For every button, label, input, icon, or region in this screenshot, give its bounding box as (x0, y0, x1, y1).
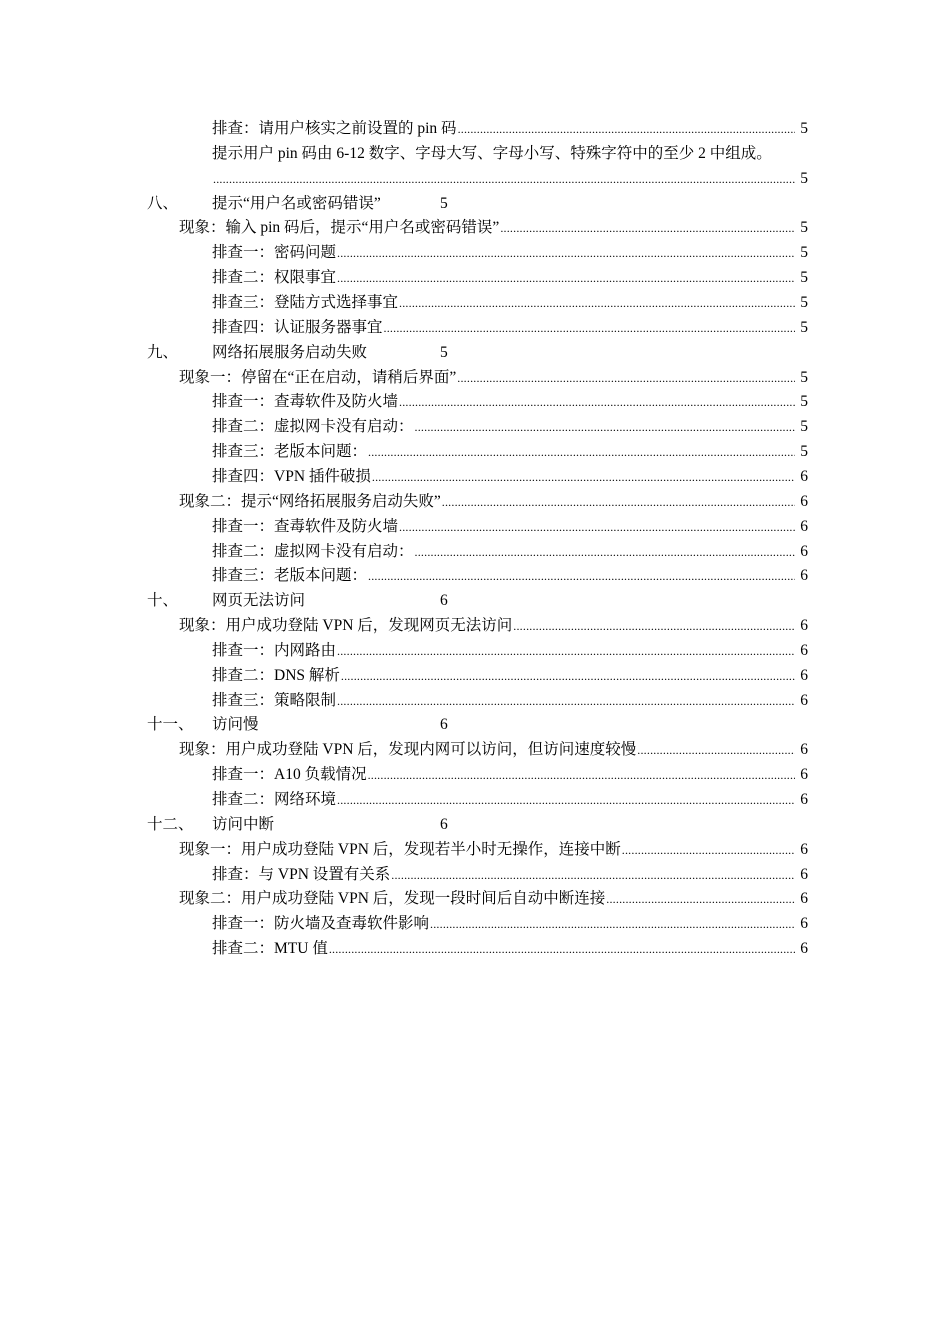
toc-subsection-entry[interactable] (212, 268, 808, 288)
dot-leader (337, 691, 795, 711)
toc-subsection-entry[interactable] (212, 542, 808, 562)
page-number: 5 (800, 120, 808, 137)
chapter-title: 访问中断 (212, 815, 275, 833)
toc-chapter-entry[interactable] (147, 343, 447, 363)
toc-subsection-entry[interactable] (212, 641, 808, 661)
page-number: 5 (800, 393, 808, 411)
dot-leader (337, 268, 795, 288)
entry-title: 排查一：防火墙及查毒软件影响 (212, 915, 430, 933)
entry-title: 现象二：提示“网络拓展服务启动失败” (179, 492, 441, 510)
dot-leader (329, 939, 795, 959)
page-number: 6 (800, 915, 808, 933)
chapter-title: 访问慢 (212, 716, 259, 734)
toc-subsection-entry[interactable] (212, 119, 808, 139)
dot-leader (368, 442, 795, 462)
note-text: 提示用户 pin 码由 6-12 数字、字母大写、字母小写、特殊字符中的至少 2 中组成。 (212, 144, 772, 162)
entry-title: 排查一：查毒软件及防火墙 (212, 517, 399, 535)
toc-section-entry[interactable] (179, 840, 808, 860)
dot-leader (391, 865, 795, 885)
dot-leader (399, 293, 795, 313)
dot-leader (341, 666, 795, 686)
dot-leader (399, 392, 795, 412)
toc-subsection-entry[interactable] (212, 392, 808, 412)
page-number: 6 (800, 567, 808, 585)
page-number: 6 (440, 815, 448, 833)
page-number: 5 (440, 343, 448, 361)
toc-subsection-entry[interactable] (212, 790, 808, 810)
dot-leader (415, 417, 795, 437)
chapter-title: 提示“用户名或密码错误” (212, 194, 381, 212)
toc-subsection-entry[interactable] (212, 243, 808, 263)
chapter-title: 网络拓展服务启动失败 (212, 343, 368, 361)
page-number: 5 (800, 368, 808, 386)
page-number: 5 (800, 443, 808, 461)
dot-leader (500, 218, 795, 238)
chapter-number: 十一、 (147, 716, 194, 734)
toc-section-entry[interactable] (179, 368, 808, 388)
dot-leader (399, 517, 795, 537)
toc-chapter-entry[interactable] (147, 715, 447, 735)
dot-leader (368, 566, 795, 586)
chapter-number: 八、 (147, 194, 179, 212)
page-number: 5 (440, 194, 448, 212)
chapter-title: 网页无法访问 (212, 592, 306, 610)
toc-subsection-entry[interactable] (212, 517, 808, 537)
entry-title: 排查一：A10 负载情况 (212, 766, 367, 784)
toc-subsection-entry[interactable] (212, 417, 808, 437)
dot-leader (415, 542, 795, 562)
entry-title: 排查二：DNS 解析 (212, 666, 340, 684)
toc-subsection-entry[interactable] (212, 865, 808, 885)
entry-title: 现象：用户成功登陆 VPN 后，发现网页无法访问 (179, 617, 513, 634)
entry-title: 现象一：停留在“正在启动，请稍后界面” (179, 368, 457, 386)
dot-leader (384, 318, 795, 338)
dot-leader (622, 840, 795, 860)
page-number: 6 (800, 666, 808, 684)
entry-title: 排查三：策略限制 (212, 691, 337, 709)
page-number: 6 (440, 716, 448, 734)
page-number: 6 (800, 641, 808, 659)
chapter-number: 十、 (147, 592, 179, 610)
entry-title: 排查：请用户核实之前设置的 pin 码 (212, 120, 457, 137)
entry-title: 排查三：老版本问题： (212, 567, 368, 585)
toc-section-entry[interactable] (179, 616, 808, 636)
page-number: 6 (800, 517, 808, 535)
toc-subsection-entry[interactable] (212, 318, 808, 338)
entry-title: 现象：用户成功登陆 VPN 后，发现内网可以访问，但访问速度较慢 (179, 741, 637, 759)
dot-leader (442, 492, 795, 512)
entry-title: 排查二：虚拟网卡没有启动： (212, 542, 414, 560)
page-number: 6 (800, 542, 808, 560)
entry-title: 排查二：网络环境 (212, 791, 337, 808)
page-number: 6 (440, 592, 448, 610)
page-number: 6 (800, 492, 808, 510)
chapter-number: 九、 (147, 343, 179, 361)
toc-section-entry[interactable] (179, 492, 808, 512)
dot-leader (213, 169, 795, 189)
dot-leader (337, 790, 795, 810)
page-number: 6 (800, 940, 808, 958)
toc-subsection-entry[interactable] (212, 691, 808, 711)
toc-subsection-entry[interactable] (212, 442, 808, 462)
toc-subsection-entry[interactable] (212, 293, 808, 313)
toc-chapter-entry[interactable] (147, 591, 447, 611)
dot-leader (457, 368, 795, 388)
toc-subsection-entry[interactable] (212, 566, 808, 586)
page-number: 5 (800, 169, 808, 187)
toc-chapter-entry[interactable] (147, 815, 447, 835)
page-number: 6 (800, 840, 808, 858)
toc-subsection-entry[interactable] (212, 666, 808, 686)
entry-title: 排查：与 VPN 设置有关系 (212, 865, 391, 883)
page-number: 5 (800, 294, 808, 311)
toc-chapter-entry[interactable] (147, 194, 447, 214)
page-number: 6 (800, 617, 808, 634)
toc-subsection-entry[interactable] (212, 939, 808, 959)
dot-leader (337, 243, 795, 263)
toc-section-entry[interactable] (179, 740, 808, 760)
entry-title: 排查一：密码问题 (212, 244, 337, 262)
page-number: 5 (800, 244, 808, 262)
page-number: 5 (800, 269, 808, 287)
toc-subsection-entry[interactable] (212, 914, 808, 934)
toc-subsection-entry[interactable] (212, 169, 808, 189)
page-number: 5 (800, 318, 808, 336)
toc-section-entry[interactable] (179, 889, 808, 909)
entry-title: 现象一：用户成功登陆 VPN 后，发现若半小时无操作，连接中断 (179, 840, 621, 858)
toc-subsection-entry[interactable] (212, 467, 808, 487)
entry-title: 排查一：内网路由 (212, 641, 337, 659)
page-number: 6 (800, 865, 808, 883)
entry-title: 排查四：VPN 插件破损 (212, 467, 371, 485)
page-number: 5 (800, 219, 808, 237)
toc-note-entry (212, 144, 812, 164)
dot-leader (637, 740, 795, 760)
entry-title: 排查二：MTU 值 (212, 940, 328, 958)
page-number: 6 (800, 467, 808, 485)
dot-leader (430, 914, 795, 934)
dot-leader (513, 616, 795, 636)
page-number: 6 (800, 741, 808, 759)
dot-leader (458, 119, 795, 139)
dot-leader (368, 765, 795, 785)
page-number: 6 (800, 691, 808, 709)
dot-leader (372, 467, 795, 487)
toc-subsection-entry[interactable] (212, 765, 808, 785)
entry-title: 排查三：老版本问题： (212, 443, 368, 461)
toc-section-entry[interactable] (179, 218, 808, 238)
entry-title: 现象二：用户成功登陆 VPN 后，发现一段时间后自动中断连接 (179, 890, 606, 908)
dot-leader (337, 641, 795, 661)
entry-title: 排查三：登陆方式选择事宜 (212, 294, 399, 311)
entry-title: 排查二：权限事宜 (212, 269, 337, 287)
chapter-number: 十二、 (147, 815, 194, 833)
entry-title: 现象：输入 pin 码后，提示“用户名或密码错误” (179, 219, 500, 237)
page-number: 6 (800, 766, 808, 784)
page-number: 6 (800, 890, 808, 908)
page-number: 6 (800, 791, 808, 808)
entry-title: 排查二：虚拟网卡没有启动： (212, 418, 414, 436)
page-number: 5 (800, 418, 808, 436)
entry-title: 排查一：查毒软件及防火墙 (212, 393, 399, 411)
entry-title: 排查四：认证服务器事宜 (212, 318, 383, 336)
dot-leader (606, 889, 795, 909)
